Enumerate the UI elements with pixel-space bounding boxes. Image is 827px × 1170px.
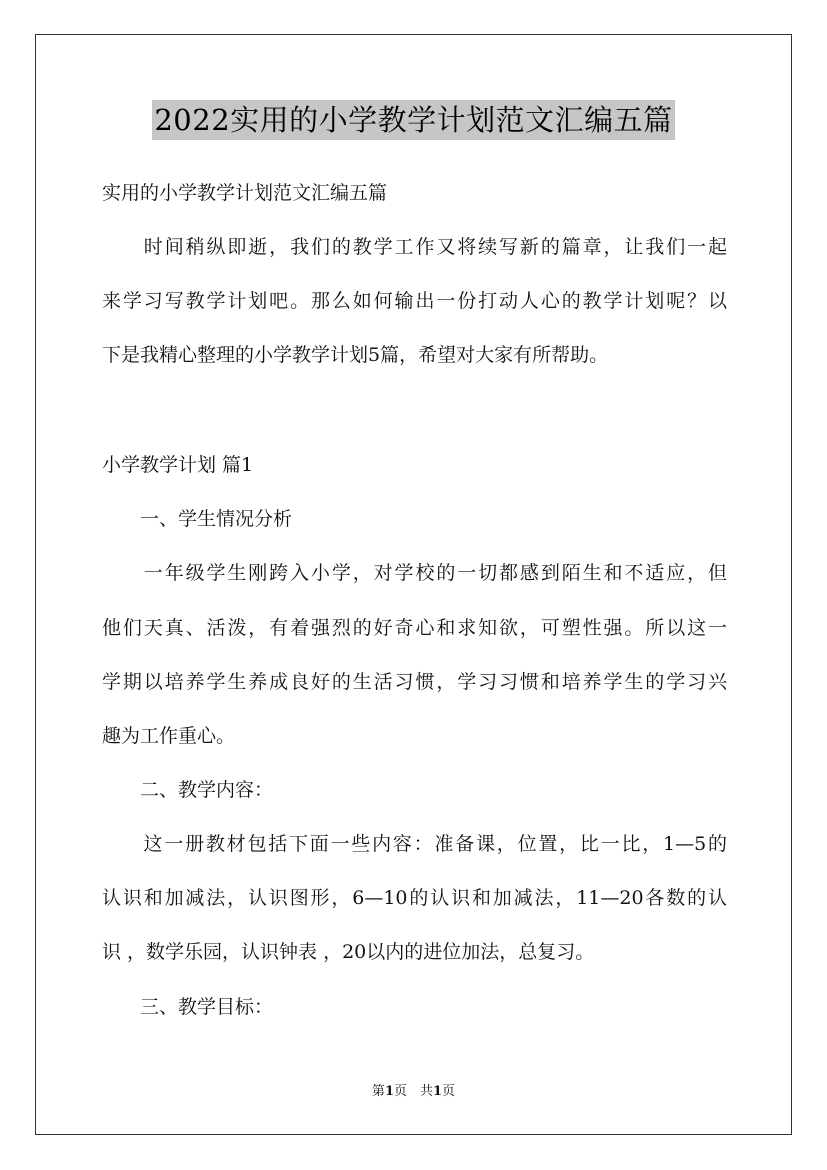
subheading-student-analysis: 一、学生情况分析 — [102, 508, 293, 530]
section-heading: 小学教学计划 篇1 — [102, 454, 254, 476]
content-line-2: 认识和加减法，认识图形，6—10的认识和加减法，11—20各数的认 — [102, 887, 727, 909]
intro-line-3: 下是我精心整理的小学教学计划5篇，希望对大家有所帮助。 — [102, 344, 609, 366]
title-container — [0, 100, 827, 140]
footer-middle: 页 共 — [393, 1084, 433, 1099]
analysis-line-1: 一年级学生刚跨入小学，对学校的一切都感到陌生和不适应，但 — [102, 562, 727, 584]
content-line-1: 这一册教材包括下面一些内容：准备课，位置，比一比，1—5的 — [102, 833, 727, 855]
analysis-line-4: 趣为工作重心。 — [102, 725, 236, 747]
content-line-3: 识 ，数学乐园，认识钟表 ，20以内的进位加法，总复习。 — [102, 941, 595, 963]
analysis-line-2: 他们天真、活泼，有着强烈的好奇心和求知欲，可塑性强。所以这一 — [102, 617, 727, 639]
subtitle-line: 实用的小学教学计划范文汇编五篇 — [102, 182, 388, 204]
document-title: 2022实用的小学教学计划范文汇编五篇 — [152, 100, 674, 140]
analysis-line-3: 学期以培养学生养成良好的生活习惯，学习习惯和培养学生的学习兴 — [102, 671, 727, 693]
intro-line-2: 来学习写教学计划吧。那么如何输出一份打动人心的教学计划呢？以 — [102, 290, 727, 312]
subheading-teaching-goals: 三、教学目标： — [102, 996, 274, 1018]
subheading-teaching-content: 二、教学内容： — [102, 779, 274, 801]
footer-suffix: 页 — [442, 1084, 456, 1099]
page-footer — [0, 1083, 827, 1101]
footer-prefix: 第 — [371, 1084, 385, 1099]
intro-line-1: 时间稍纵即逝，我们的教学工作又将续写新的篇章，让我们一起 — [102, 236, 727, 258]
footer-total-pages: 1 — [433, 1084, 443, 1099]
footer-page-number: 1 — [384, 1084, 394, 1099]
